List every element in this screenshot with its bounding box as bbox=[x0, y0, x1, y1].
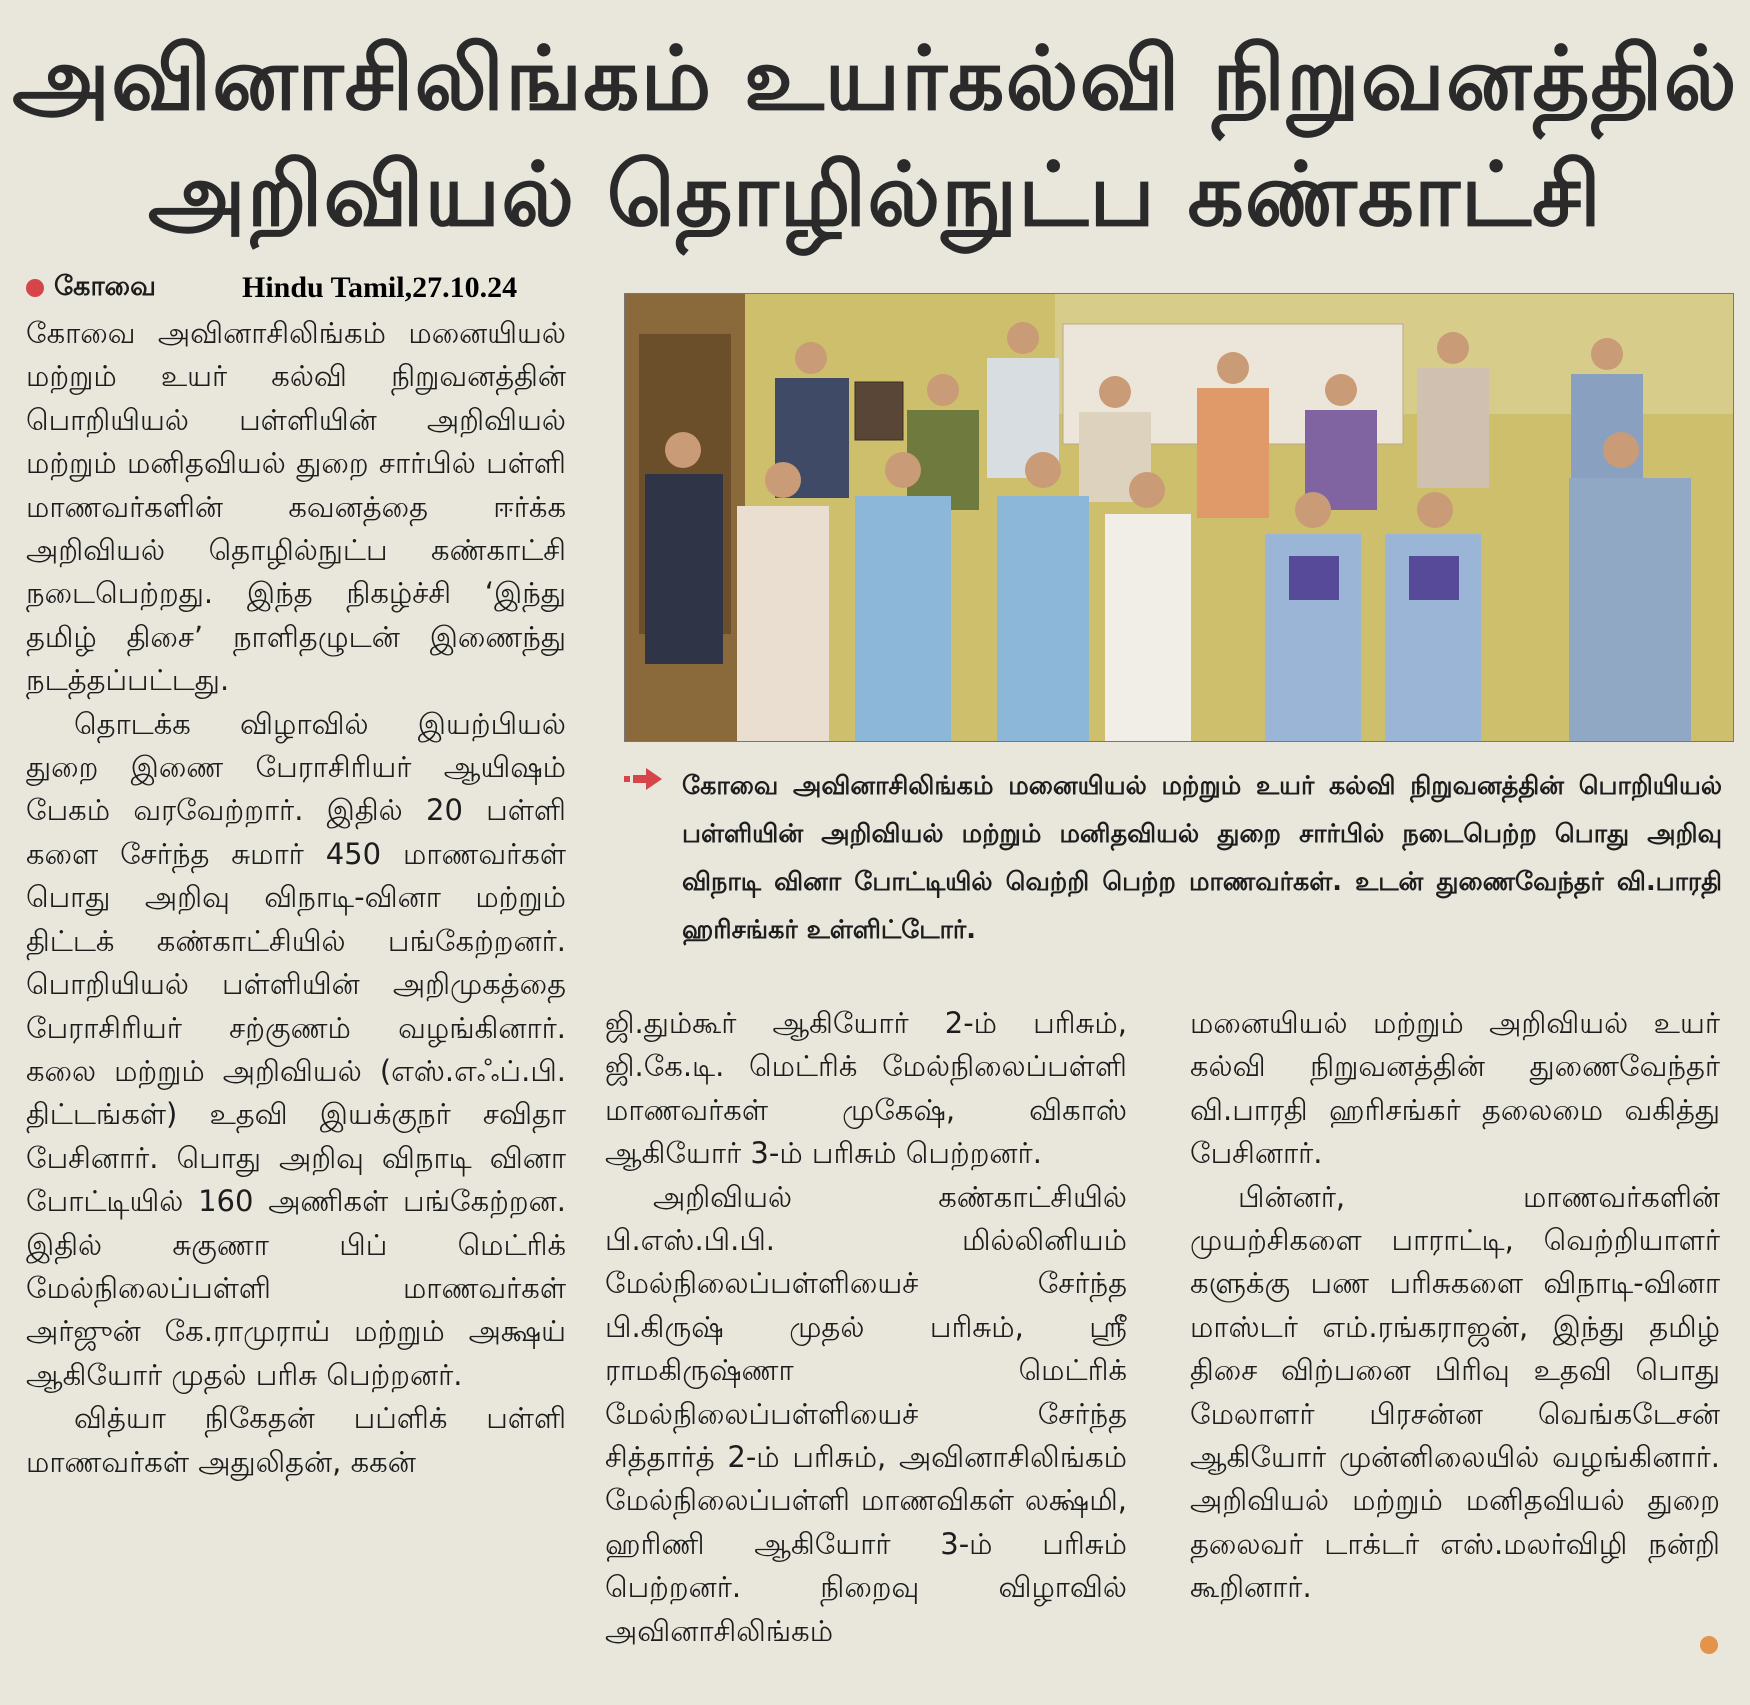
source-label: Hindu Tamil,27.10.24 bbox=[242, 271, 518, 304]
article-column-1 bbox=[26, 312, 566, 1484]
photo-caption: கோவை அவினாசிலிங்கம் மனையியல் மற்றும் உயர் கல்வி நிறுவனத்தின் பொறியியல் பள்ளியின் அறிவியல் மற்றும் மனிதவியல் துறை சார்பில் நடைபெற்ற பொது அறிவு விநாடி வினா போட்டியில் வெற்றி பெற்ற மாணவர்கள். உடன் துணைவேந்தர் வி.பாரதி ஹரிசங்கர் உள்ளிட்டோர். bbox=[682, 771, 1722, 945]
headline-line-1: அவினாசிலிங்கம் உயர்கல்வி நிறுவனத்தில் bbox=[12, 27, 1738, 130]
article-column-2 bbox=[605, 1002, 1127, 1653]
paragraph: வித்யா நிகேதன் பப்ளிக் பள்ளி மாணவர்கள் அதுலிதன், ககன் bbox=[26, 1401, 566, 1479]
group-photo-illustration bbox=[625, 294, 1733, 741]
paragraph: தொடக்க விழாவில் இயற்பியல் துறை இணை பேராசிரியர் ஆயிஷம் பேகம் வரவேற்றார். இதில் 20 பள்ளி களை சேர்ந்த சுமார் 450 மாணவர்கள் பொது அறிவு விநாடி-வினா மற்றும் திட்டக் கண்காட்சியில் பங்கேற்றனர். பொறியியல் பள்ளியின் அறிமுகத்தை பேராசிரியர் சற்குணம் வழங்கினார். கலை மற்றும் அறிவியல் (எஸ்.எஃப்.பி. திட்டங்கள்) உதவி இயக்குநர் சவிதா பேசினார். பொது அறிவு விநாடி வினா போட்டியில் 160 அணிகள் பங்கேற்றன. இதில் சுகுணா பிப் மெட்ரிக் மேல்நிலைப்பள்ளி மாணவர்கள் அர்ஜுன் கே.ராமுராய் மற்றும் அக்ஷய் ஆகியோர் முதல் பரிசு பெற்றனர். bbox=[26, 706, 566, 1392]
headline-line-2: அறிவியல் தொழில்நுட்ப கண்காட்சி bbox=[148, 143, 1602, 246]
arrow-right-icon bbox=[624, 766, 664, 792]
group-photo bbox=[624, 293, 1734, 742]
paragraph: கோவை அவினாசிலிங்கம் மனையியல் மற்றும் உயர் கல்வி நிறுவனத்தின் பொறியியல் பள்ளியின் அறிவியல் மற்றும் மனிதவியல் துறை சார்பில் பள்ளி மாணவர்களின் கவனத்தை ஈர்க்க அறிவியல் தொழில்நுட்ப கண்காட்சி நடைபெற்றது. இந்த நிகழ்ச்சி ‘இந்து தமிழ் திசை’ நாளிதழுடன் இணைந்து நடத்தப்பட்டது. bbox=[26, 316, 566, 698]
paragraph: ஜி.தும்கூர் ஆகியோர் 2-ம் பரிசும், ஜி.கே.டி. மெட்ரிக் மேல்நிலைப்பள்ளி மாணவர்கள் முகேஷ், விகாஸ் ஆகியோர் 3-ம் பரிசும் பெற்றனர். bbox=[605, 1006, 1127, 1171]
orange-dot-icon bbox=[1700, 1636, 1718, 1654]
red-dot-icon bbox=[26, 279, 44, 297]
article-column-3 bbox=[1190, 1002, 1720, 1610]
dateline bbox=[26, 268, 156, 308]
paragraph: மனையியல் மற்றும் அறிவியல் உயர் கல்வி நிறுவனத்தின் துணைவேந்தர் வி.பாரதி ஹரிசங்கர் தலைமை வகித்து பேசினார். bbox=[1190, 1006, 1720, 1171]
paragraph: அறிவியல் கண்காட்சியில் பி.எஸ்.பி.பி. மில்லினியம் மேல்நிலைப்பள்ளியைச் சேர்ந்த பி.கிருஷ் முதல் பரிசும், ஸ்ரீ ராமகிருஷ்ணா மெட்ரிக் மேல்நிலைப்பள்ளியைச் சேர்ந்த சித்தார்த் 2-ம் பரிசும், அவினாசிலிங்கம் மேல்நிலைப்பள்ளி மாணவிகள் லக்ஷ்மி, ஹரிணி ஆகியோர் 3-ம் பரிசும் பெற்றனர். நிறைவு விழாவில் அவினாசிலிங்கம் bbox=[605, 1179, 1127, 1648]
dateline-city: கோவை bbox=[54, 270, 156, 302]
paragraph: பின்னர், மாணவர்களின் முயற்சிகளை பாராட்டி, வெற்றியாளர் களுக்கு பண பரிசுகளை விநாடி-வினா மாஸ்டர் எம்.ரங்கராஜன், இந்து தமிழ் திசை விற்பனை பிரிவு உதவி பொது மேலாளர் பிரசன்ன வெங்கடேசன் ஆகியோர் முன்னிலையில் வழங்கினார். அறிவியல் மற்றும் மனிதவியல் துறை தலைவர் டாக்டர் எஸ்.மலர்விழி நன்றி கூறினார். bbox=[1190, 1179, 1720, 1605]
